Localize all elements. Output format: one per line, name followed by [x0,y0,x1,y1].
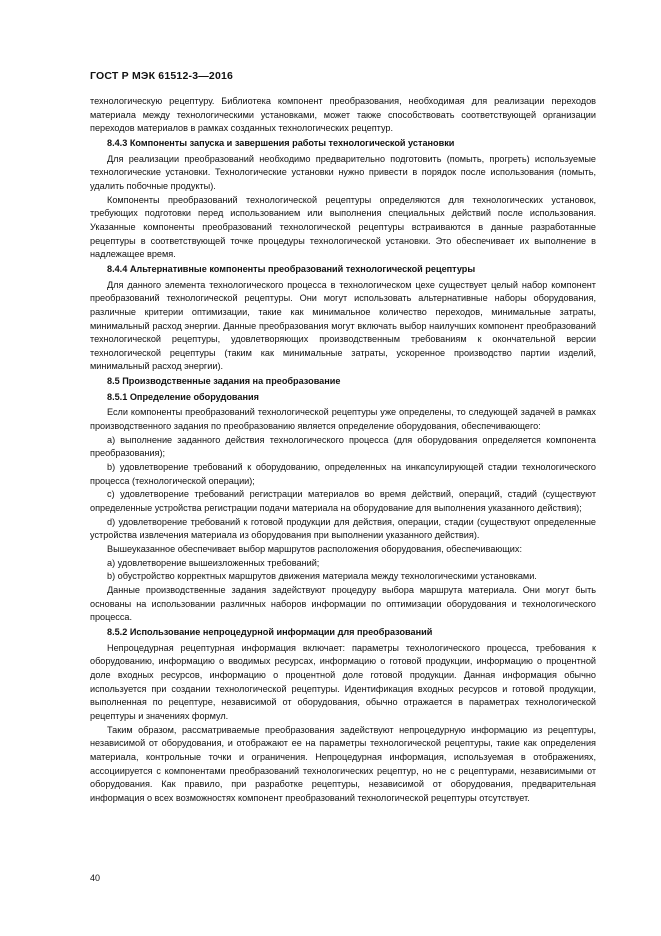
standard-header: ГОСТ Р МЭК 61512-3—2016 [90,70,234,82]
paragraph: Для данного элемента технологического процесса в технологическом цехе существует целый набор компонент преобразований технологической рецептуры. Они могут использовать альтернативные наборы оборудования, различные критерии оптимизации, такие как минимальное количество переходов, минимальные затраты, минимальный расход энергии. Данные преобразования могут включать выбор наилучших компонент преобразований технологической рецептуры, удовлетворяющих производственным требованиям к окончательной версии технологической рецептуры (таким как минимальные затраты, ускоренное производство партии изделий, минимальный расход энергии). [90,279,596,372]
paragraph: Компоненты преобразований технологической рецептуры определяются для технологических установок, требующих подготовки перед использованием или выполнения специальных действий после использования. Указанные компоненты преобразований технологической рецептуры встраиваются в данные разработанные рецептуры в соответствующей точке процедуры технологической установки. Это обеспечивает их выполнение в надлежащее время. [90,194,596,260]
paragraph: а) удовлетворение вышеизложенных требований; [107,557,320,568]
section-heading: 8.4.4 Альтернативные компоненты преобразований технологической рецептуры [107,263,476,274]
paragraph: d) удовлетворение требований к готовой продукции для действия, операции, стадии (существуют определенные устройства извлечения материала из оборудования при выполнении указанного действия). [90,516,596,541]
paragraph: Таким образом, рассматриваемые преобразования задействуют непроцедурную информацию из рецептуры, независимой от оборудования, и отображают ее на параметры технологической рецептуры, такие как определения материала, контрольные точки и ограничения. Непроцедурная информация, используемая в отображениях, ассоциируется с компонентами преобразований технологических рецептур, но не с рецептурами, независимыми от оборудования. Как правило, при разработке рецептуры, независимой от оборудования, предварительная информация о всех возможностях компонент преобразований технологической рецептуры отсутствует. [90,724,596,803]
section-heading: 8.5.1 Определение оборудования [107,391,259,402]
section-heading: 8.4.3 Компоненты запуска и завершения работы технологической установки [107,137,455,148]
paragraph: Непроцедурная рецептурная информация включает: параметры технологического процесса, требования к оборудованию, информацию о вводимых ресурсах, информацию о готовой продукции, информацию о процентной доле входных ресурсов, информацию о процентной доле готовой продукции. Данная информация обычно используется при создании технологической рецептуры. Идентификация входных ресурсов и готовой продукции, выполненная по рецептуре, независимой от оборудования, обычно отражается в параметрах технологической рецептуры и значениях формул. [90,642,596,721]
paragraph: Если компоненты преобразований технологической рецептуры уже определены, то следующей задачей в рамках производственного задания по преобразованию является определение оборудования, обеспечивающего: [90,407,596,432]
paragraph: а) выполнение заданного действия технологического процесса (для оборудования определяется компонента преобразования); [90,434,596,459]
body-text [90,95,596,805]
section-heading: 8.5 Производственные задания на преобразование [107,376,341,387]
paragraph: Для реализации преобразований необходимо предварительно подготовить (помыть, прогреть) используемые технологические установки. Технологические установки нужно привести в порядок после использования (помыть, удалить побочные продукты). [90,153,596,191]
paragraph: Вышеуказанное обеспечивает выбор маршрутов расположения оборудования, обеспечивающих: [107,544,522,554]
section-heading: 8.5.2 Использование непроцедурной информации для преобразований [107,626,433,637]
paragraph: c) удовлетворение требований регистрации материалов во время действий, операций, стадий (существуют определенные устройства регистрации подачи материала на оборудование для выполнения указанного действия); [90,489,596,514]
paragraph: Данные производственные задания задействуют процедуру выбора маршрута материала. Они могут быть основаны на использовании различных наборов информации по оптимизации оборудования и технологического процесса. [90,584,596,623]
paragraph: технологическую рецептуру. Библиотека компонент преобразования, необходимая для реализации переходов материала между технологическими установками, может также способствовать соответствующей организации переходов материалов в рамках созданных технологических рецептур. [90,96,596,134]
paragraph: b) удовлетворение требований к оборудованию, определенных на инкапсулирующей стадии технологического процесса (технологической операции); [90,462,596,486]
page-number: 40 [90,873,101,883]
paragraph: b) обустройство корректных маршрутов движения материала между технологическими установками. [107,571,537,582]
